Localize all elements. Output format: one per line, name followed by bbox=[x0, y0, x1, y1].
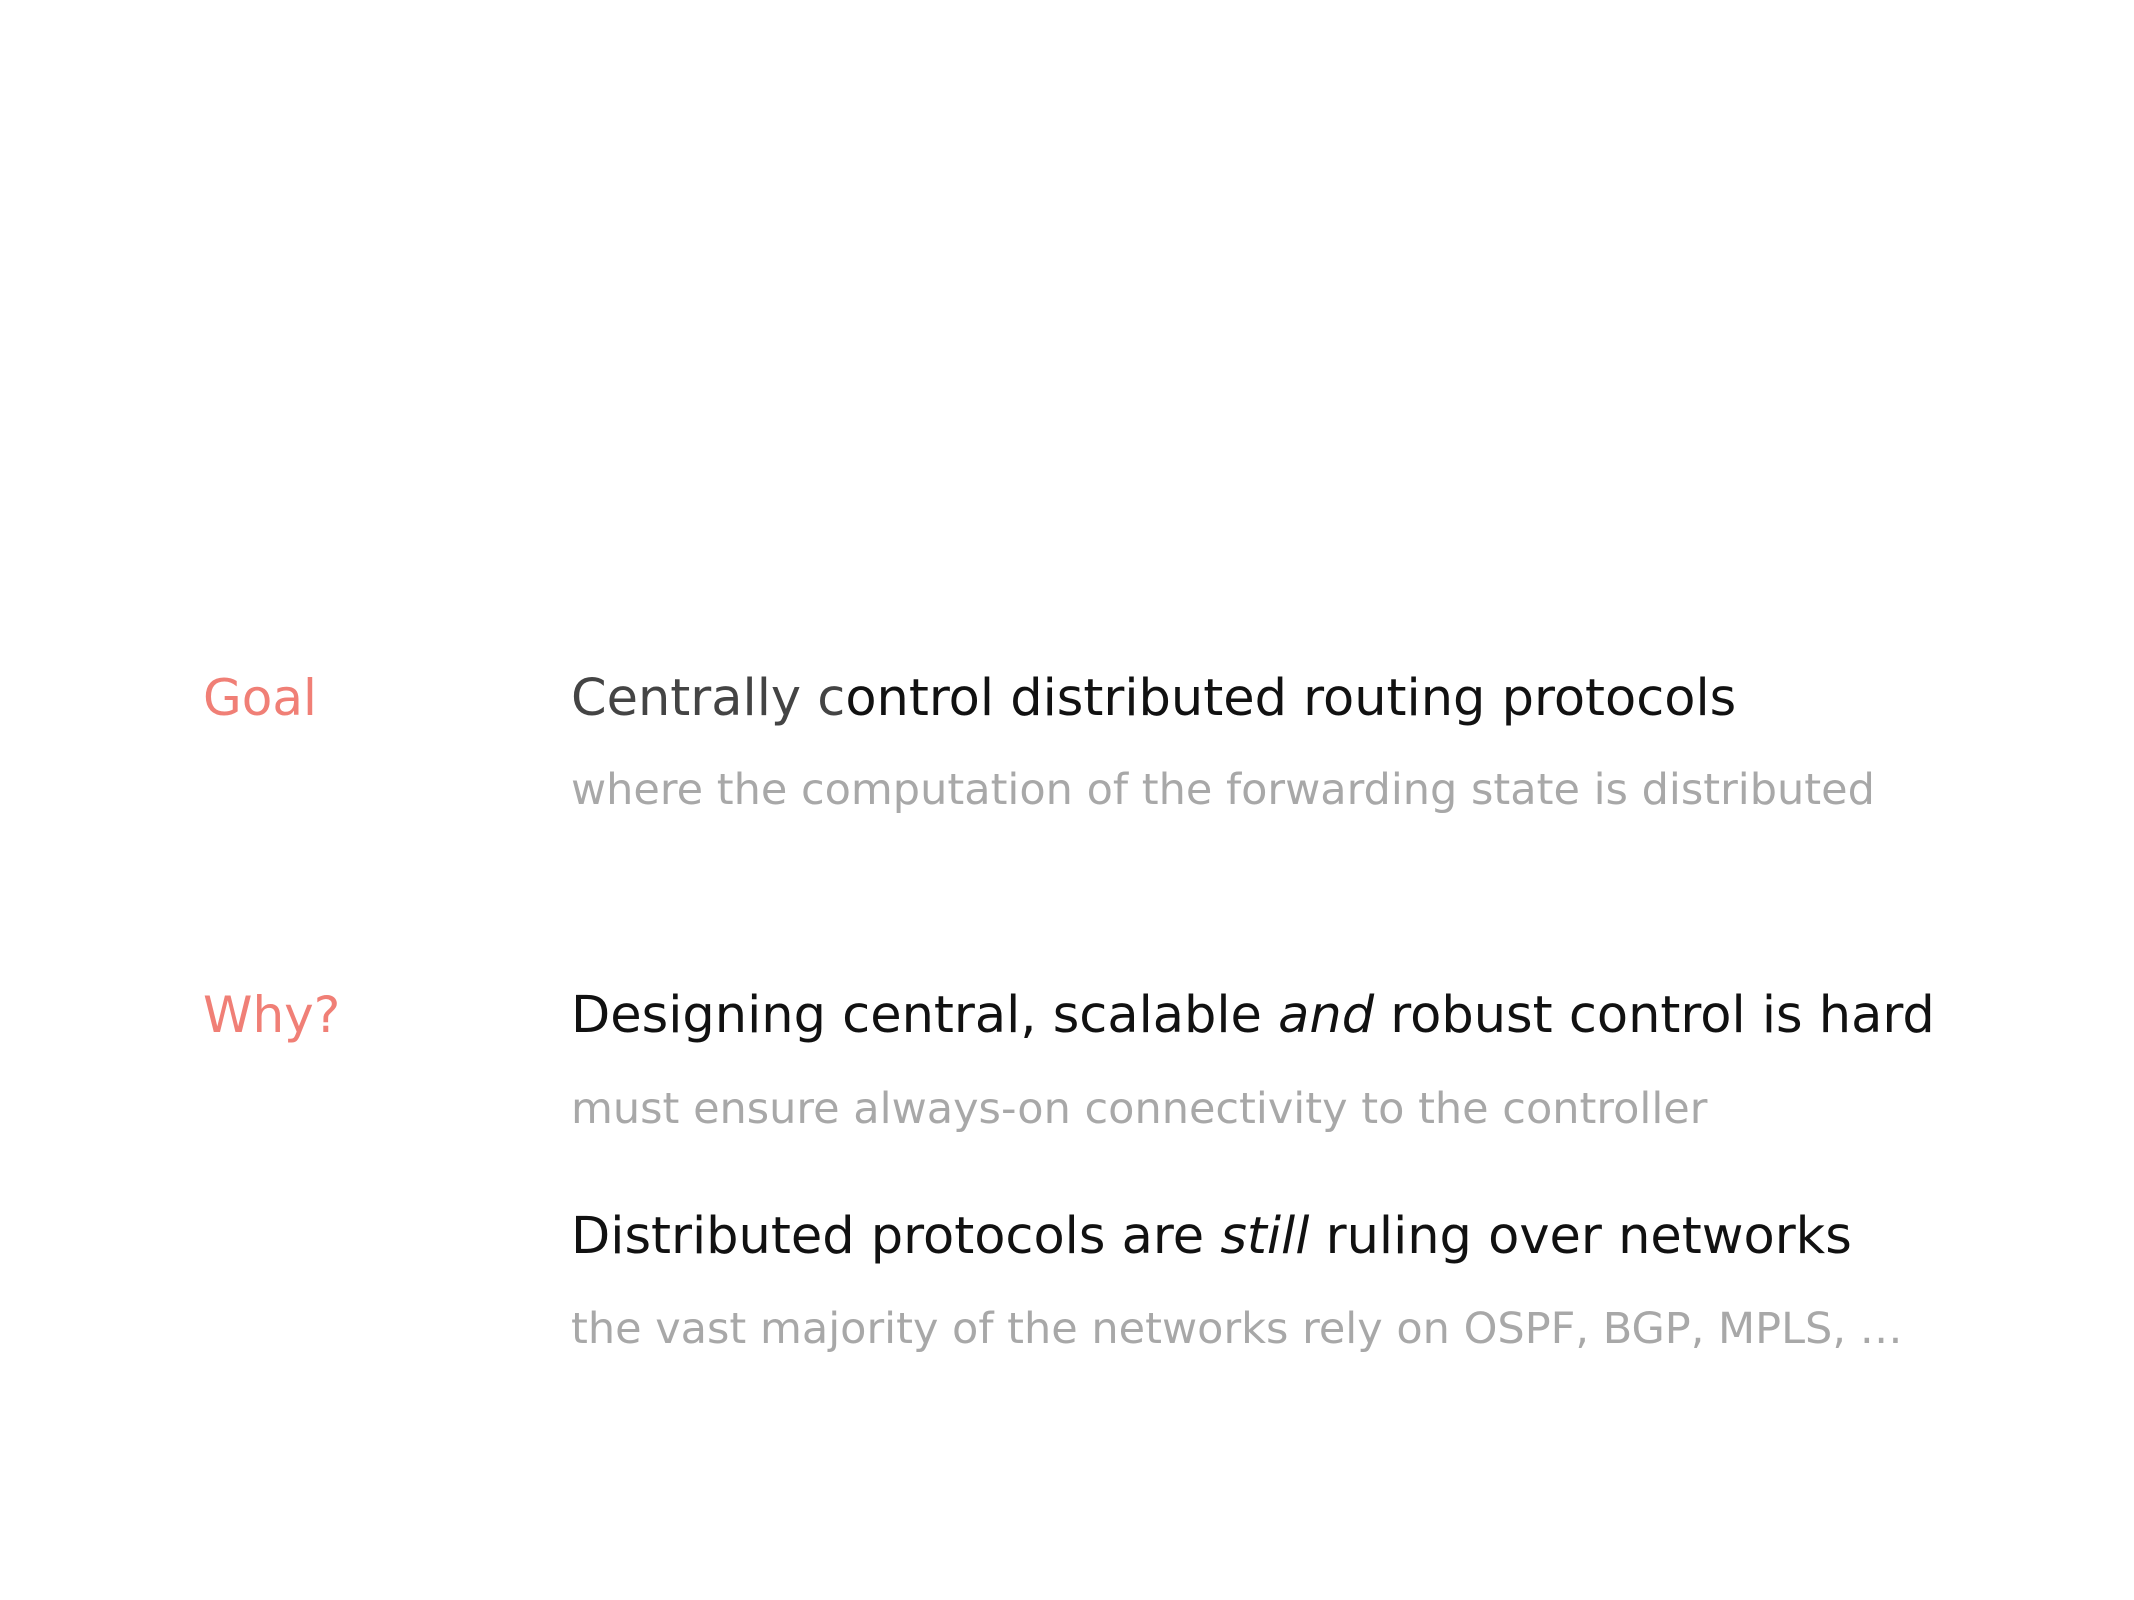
why-point-1-after: robust control is hard bbox=[1374, 986, 1935, 1045]
why-point-2-before: Distributed protocols are bbox=[571, 1207, 1221, 1266]
why-point-2-subtext: the vast majority of the networks rely on OSPF, BGP, MPLS, … bbox=[571, 1304, 1903, 1354]
why-point-2-after: ruling over networks bbox=[1309, 1207, 1852, 1266]
why-point-1 bbox=[571, 986, 1935, 1046]
goal-statement-rest: ontrol distributed routing protocols bbox=[845, 669, 1737, 728]
goal-subtext: where the computation of the forwarding state is distributed bbox=[571, 765, 1875, 815]
why-point-2 bbox=[571, 1207, 1852, 1267]
why-point-1-emphasis: and bbox=[1278, 986, 1375, 1045]
why-point-2-emphasis: still bbox=[1220, 1207, 1310, 1266]
goal-statement bbox=[571, 669, 1736, 729]
why-point-1-before: Designing central, scalable bbox=[571, 986, 1279, 1045]
why-label: Why? bbox=[203, 986, 341, 1044]
goal-label: Goal bbox=[203, 669, 317, 727]
why-point-1-subtext: must ensure always-on connectivity to the controller bbox=[571, 1084, 1708, 1134]
goal-statement-prefix: Centrally c bbox=[571, 669, 846, 728]
